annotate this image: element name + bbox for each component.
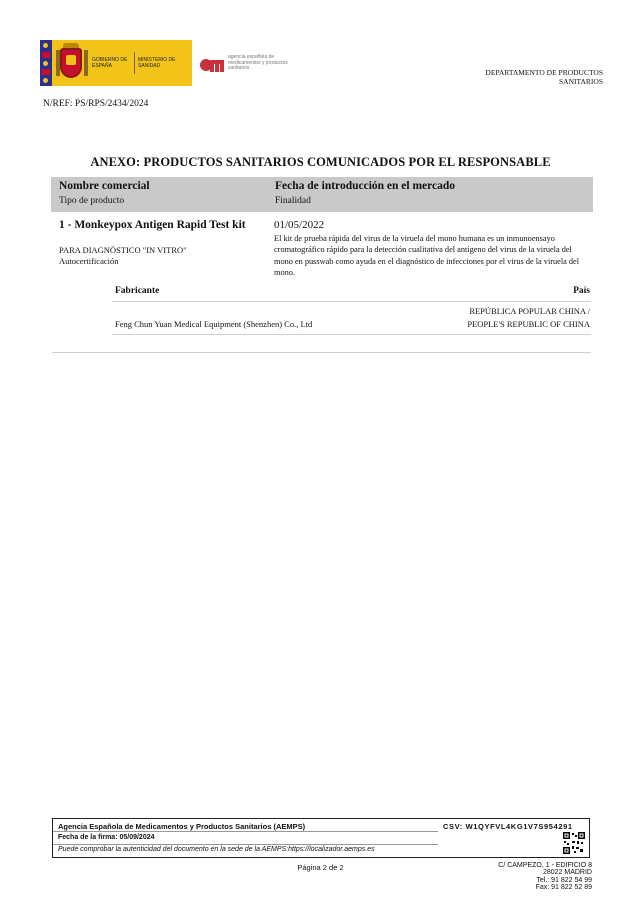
product-type [59,245,187,267]
signature-date: Fecha de la firma: 05/09/2024 [58,834,155,841]
footer-agency: Agencia Española de Medicamentos y Productos Sanitarios (AEMPS) [58,822,306,831]
table-header [51,177,593,212]
footer-verification-box [52,818,590,858]
product-type-line2: Autocertificación [59,256,119,266]
gov-logo-left-text: GOBIERNO DE ESPAÑA [92,57,128,69]
manufacturer-header: Fabricante [115,286,160,296]
qr-code-icon [563,832,585,854]
csv-code: CSV: W1QYFVL4KG1V7S954291 [443,822,573,831]
country-header: País [573,286,590,296]
address-fax: Fax: 91 822 52 89 [535,884,592,892]
agency-address [470,862,592,892]
country-line1: REPÚBLICA POPULAR CHINA / [469,306,590,316]
market-date: 01/05/2022 [274,219,325,231]
aemps-logo-icon [200,55,226,73]
product-purpose: El kit de prueba rápida del virus de la viruela del mono humana es un inmunoensayo cromatográfico rápido para la detección cualitativa del antígeno del virus de la viruela del mono en pusswab como ayuda en el diagnóstico de infecciones por el virus de la viruela del mono. [274,234,580,278]
col-market-date: Fecha de introducción en el mercado [275,180,456,192]
product-row-divider [52,352,591,353]
col-purpose: Finalidad [275,196,311,206]
manufacturer-header-divider [112,301,591,302]
page-number: Página 2 de 2 [297,863,344,872]
manufacturer-name: Feng Chun Yuan Medical Equipment (Shenzhen) Co., Ltd [115,319,313,329]
verification-link-text[interactable]: Puede comprobar la autenticidad del documento en la sede de la AEMPS:https://localizador.aemps.es [58,846,375,853]
eu-flag-stripe [40,40,52,86]
product-type-line1: PARA DIAGNÓSTICO "IN VITRO" [59,245,187,255]
coat-of-arms-icon [60,48,82,78]
department-label: DEPARTAMENTO DE PRODUCTOS SANITARIOS [485,68,603,86]
aemps-logo-text: agencia española de medicamentos y productos sanitarios [228,54,288,71]
col-product-type: Tipo de producto [59,196,125,206]
gov-logo-right-text: MINISTERIO DE SANIDAD [138,57,176,69]
manufacturer-country [420,305,590,331]
address-city: 28022 MADRID [542,869,592,877]
col-commercial-name: Nombre comercial [59,180,150,192]
document-title: ANEXO: PRODUCTOS SANITARIOS COMUNICADOS POR EL RESPONSABLE [90,155,551,169]
government-logo [40,40,192,86]
reference-number: N/REF: PS/RPS/2434/2024 [43,99,149,109]
address-phone: Tel.: 91 822 54 99 [536,876,592,884]
product-name: 1 - Monkeypox Antigen Rapid Test kit [59,219,246,231]
address-street: C/ CAMPEZO, 1 - EDIFICIO 8 [498,862,592,869]
country-line2: PEOPLE'S REPUBLIC OF CHINA [467,319,590,329]
manufacturer-row-divider [112,334,591,335]
